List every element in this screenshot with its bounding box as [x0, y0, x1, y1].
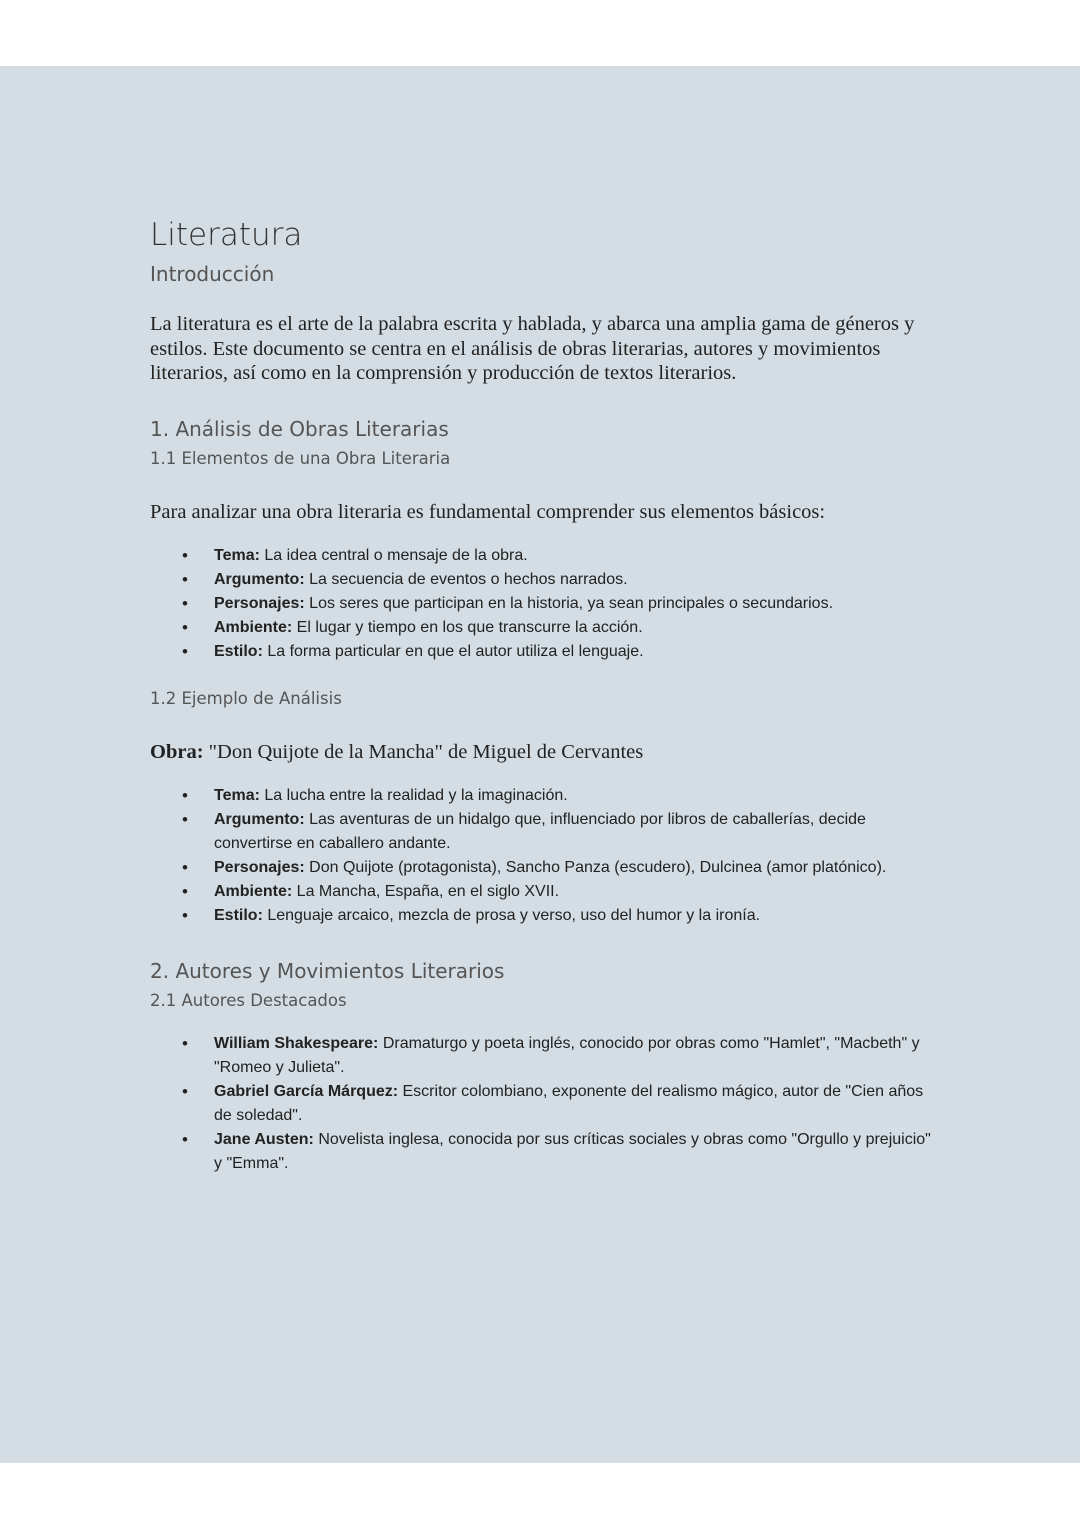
- section-1-1-lead: Para analizar una obra literaria es fundamental comprender sus elementos básicos:: [150, 500, 826, 523]
- list-item-term: Ambiente:: [214, 618, 293, 636]
- list-item-term: Argumento:: [214, 570, 305, 588]
- list-item-text: La Mancha, España, en el siglo XVII.: [292, 882, 560, 900]
- list-item-term: Personajes:: [214, 594, 305, 612]
- section-1-1-heading: 1.1 Elementos de una Obra Literaria: [150, 448, 451, 468]
- elements-list: [150, 544, 940, 664]
- list-item-term: Personajes:: [214, 858, 305, 876]
- list-item-text: Dramaturgo y poeta inglés, conocido por obras como "Hamlet", "Macbeth" y "Romeo y Julieta".: [214, 1034, 920, 1076]
- list-item-term: Tema:: [214, 786, 260, 804]
- list-item-term: Tema:: [214, 546, 260, 564]
- list-item-term: Estilo:: [214, 906, 263, 924]
- list-item: [150, 1032, 940, 1080]
- list-item: [150, 544, 940, 568]
- document-content: [150, 216, 940, 1176]
- list-item-text: Lenguaje arcaico, mezcla de prosa y verso, uso del humor y la ironía.: [262, 906, 761, 924]
- list-item: [150, 592, 940, 616]
- list-item: [150, 1128, 940, 1176]
- list-item: [150, 1080, 940, 1128]
- intro-paragraph: La literatura es el arte de la palabra escrita y hablada, y abarca una amplia gama de géneros y estilos. Este documento se centra en el análisis de obras literarias, autores y movimientos literarios, así como en la comprensión y producción de textos literarios.: [150, 313, 915, 384]
- list-item-term: Jane Austen:: [214, 1130, 314, 1148]
- list-item-text: Las aventuras de un hidalgo que, influenciado por libros de caballerías, decide convertirse en caballero andante.: [214, 810, 866, 852]
- list-item-text: Escritor colombiano, exponente del realismo mágico, autor de "Cien años de soledad".: [214, 1082, 924, 1124]
- list-item-term: William Shakespeare:: [214, 1034, 379, 1052]
- list-item: [150, 856, 940, 880]
- list-item: [150, 784, 940, 808]
- obra-label: Obra:: [150, 740, 204, 763]
- document-page: [0, 66, 1080, 1463]
- list-item-text: Novelista inglesa, conocida por sus críticas sociales y obras como "Orgullo y prejuicio" y "Emma".: [214, 1130, 931, 1172]
- list-item: [150, 904, 940, 928]
- section-1-heading: 1. Análisis de Obras Literarias: [150, 416, 449, 441]
- list-item-text: La idea central o mensaje de la obra.: [259, 546, 528, 564]
- list-item-text: La secuencia de eventos o hechos narrados.: [304, 570, 628, 588]
- list-item-term: Gabriel García Márquez:: [214, 1082, 399, 1100]
- obra-line: [150, 740, 940, 764]
- obra-text: "Don Quijote de la Mancha" de Miguel de Cervantes: [203, 740, 644, 763]
- list-item-term: Estilo:: [214, 642, 263, 660]
- document-title: Literatura: [150, 217, 303, 253]
- list-item-text: El lugar y tiempo en los que transcurre la acción.: [292, 618, 643, 636]
- section-1-2-heading: 1.2 Ejemplo de Análisis: [150, 688, 342, 708]
- list-item: [150, 616, 940, 640]
- example-analysis-list: [150, 784, 940, 928]
- list-item-text: La lucha entre la realidad y la imaginación.: [259, 786, 568, 804]
- list-item: [150, 808, 940, 856]
- list-item-term: Ambiente:: [214, 882, 293, 900]
- document-subtitle: Introducción: [150, 262, 275, 286]
- section-2-heading: 2. Autores y Movimientos Literarios: [150, 958, 505, 983]
- list-item-text: Los seres que participan en la historia, ya sean principales o secundarios.: [304, 594, 834, 612]
- list-item-text: Don Quijote (protagonista), Sancho Panza (escudero), Dulcinea (amor platónico).: [304, 858, 887, 876]
- list-item: [150, 880, 940, 904]
- list-item: [150, 568, 940, 592]
- list-item-term: Argumento:: [214, 810, 305, 828]
- list-item: [150, 640, 940, 664]
- list-item-text: La forma particular en que el autor utiliza el lenguaje.: [262, 642, 644, 660]
- authors-list: [150, 1032, 940, 1176]
- section-2-1-heading: 2.1 Autores Destacados: [150, 990, 347, 1010]
